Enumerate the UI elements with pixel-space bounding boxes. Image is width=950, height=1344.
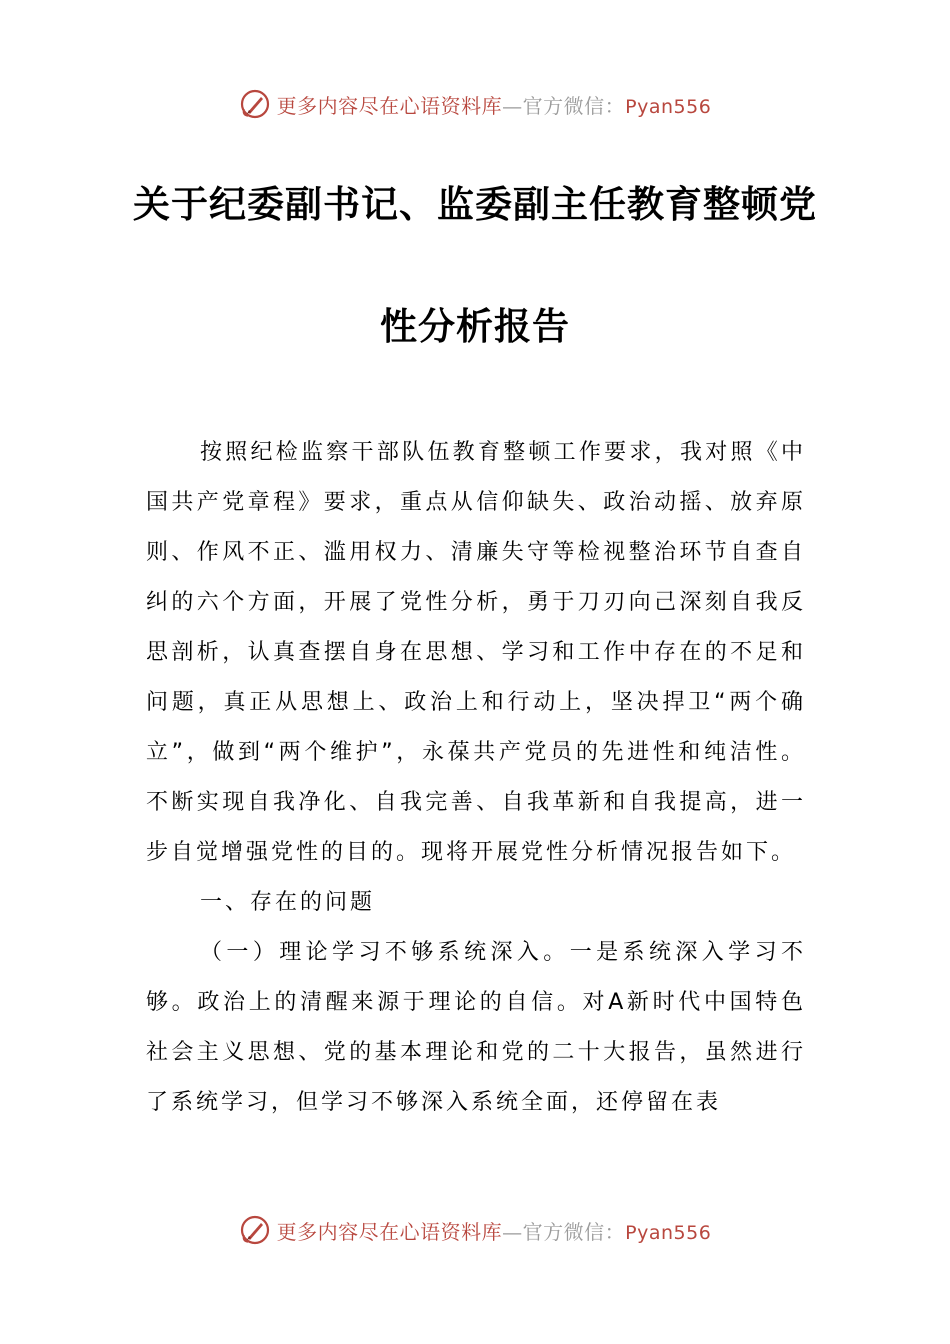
watermark-label: 官方微信： xyxy=(522,93,626,118)
watermark-label: 官方微信： xyxy=(522,1219,626,1244)
watermark-separator: — xyxy=(502,1219,523,1244)
watermark-text xyxy=(277,1216,712,1245)
intro-paragraph: 按照纪检监察干部队伍教育整顿工作要求，我对照《中国共产党章程》要求，重点从信仰缺失、政治动摇、放弃原则、作风不正、滥用权力、清廉失守等检视整治环节自查自纠的六个方面，开展了党性分析，勇于刀刃向己深刻自我反思剖析，认真查摆自身在思想、学习和工作中存在的不足和问题，真正从思想上、政治上和行动上，坚决捍卫“两个确立”，做到“两个维护”，永葆共产党员的先进性和纯洁性。不断实现自我净化、自我完善、自我革新和自我提高，进一步自觉增强党性的目的。现将开展党性分析情况报告如下。 xyxy=(146,440,806,865)
quill-pen-icon xyxy=(239,1214,271,1246)
document-title-line-1: 关于纪委副书记、监委副主任教育整顿党 xyxy=(133,183,817,226)
document-body xyxy=(146,428,806,1128)
watermark-header xyxy=(0,84,950,124)
watermark-text xyxy=(277,90,712,119)
watermark-separator: — xyxy=(502,93,523,118)
quill-pen-icon xyxy=(239,88,271,120)
watermark-id: Pyan556 xyxy=(625,1221,712,1244)
section-heading: 一、存在的问题 xyxy=(200,890,376,915)
watermark-main: 更多内容尽在心语资料库 xyxy=(276,93,503,118)
watermark-id: Pyan556 xyxy=(625,95,712,118)
subsection-paragraph: （一）理论学习不够系统深入。一是系统深入学习不够。政治上的清醒来源于理论的自信。对A新时代中国特色社会主义思想、党的基本理论和党的二十大报告，虽然进行了系统学习，但学习不够深入系统全面，还停留在表 xyxy=(146,940,806,1115)
watermark-main: 更多内容尽在心语资料库 xyxy=(276,1219,503,1244)
watermark-footer xyxy=(0,1210,950,1250)
document-title-line-2: 性分析报告 xyxy=(380,305,570,348)
